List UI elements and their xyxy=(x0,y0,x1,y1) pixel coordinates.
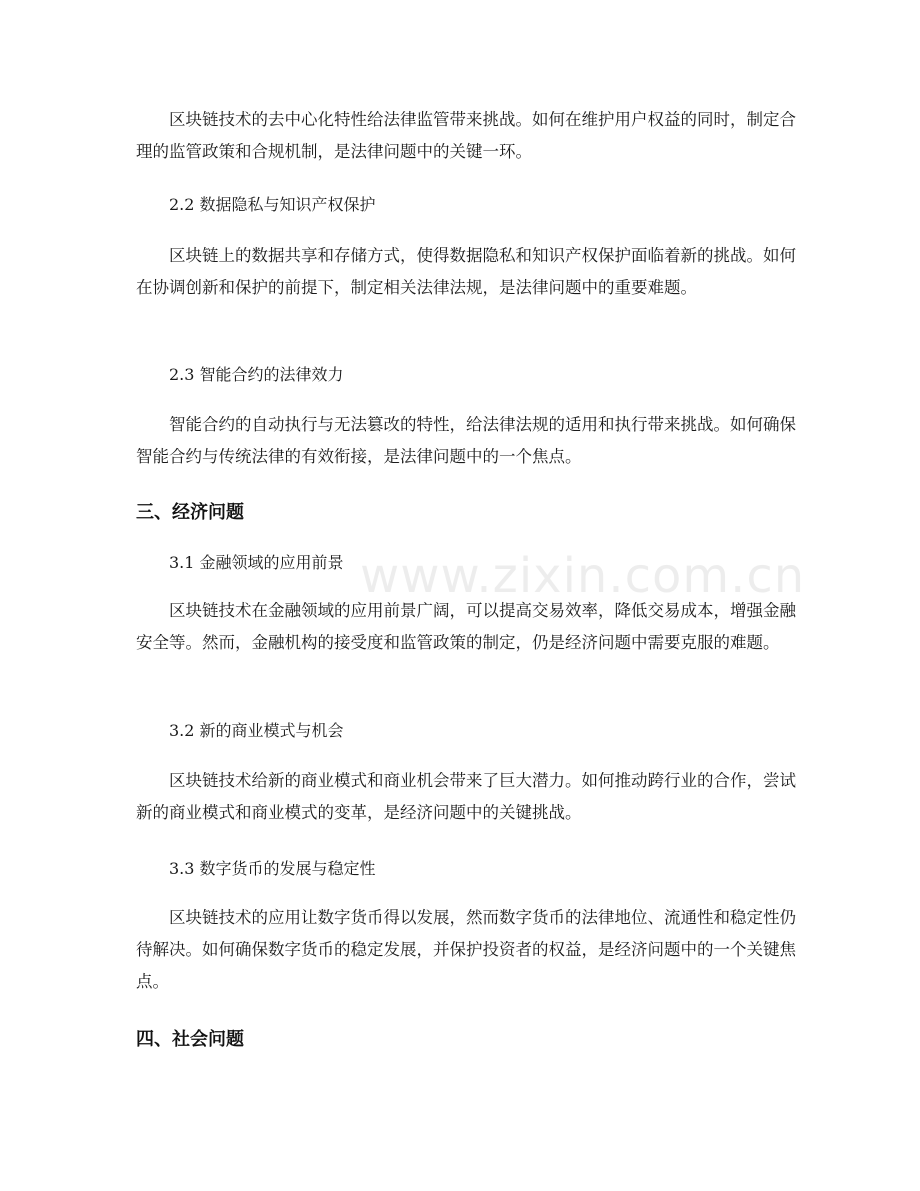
paragraph-digital-currency: 区块链技术的应用让数字货币得以发展，然而数字货币的法律地位、流通性和稳定性仍待解决。如何确保数字货币的稳定发展，并保护投资者的权益，是经济问题中的一个关键焦点。 xyxy=(136,908,796,991)
section-heading-economic: 三、经济问题 xyxy=(136,502,244,523)
paragraph-data-privacy: 区块链上的数据共享和存储方式，使得数据隐私和知识产权保护面临着新的挑战。如何在协调创新和保护的前提下，制定相关法律法规，是法律问题中的重要难题。 xyxy=(136,246,796,297)
subheading-3-3: 3.3 数字货币的发展与稳定性 xyxy=(169,859,376,878)
subheading-2-3: 2.3 智能合约的法律效力 xyxy=(169,365,344,384)
section-heading-social: 四、社会问题 xyxy=(136,1029,244,1050)
paragraph-business-model: 区块链技术给新的商业模式和商业机会带来了巨大潜力。如何推动跨行业的合作，尝试新的商业模式和商业模式的变革，是经济问题中的关键挑战。 xyxy=(136,771,796,822)
paragraph-smart-contract: 智能合约的自动执行与无法篡改的特性，给法律法规的适用和执行带来挑战。如何确保智能合约与传统法律的有效衔接，是法律问题中的一个焦点。 xyxy=(136,415,796,466)
watermark-text: www.zixin.com.cn xyxy=(360,548,806,604)
paragraph-finance: 区块链技术在金融领域的应用前景广阔，可以提高交易效率，降低交易成本，增强金融安全等。然而，金融机构的接受度和监管政策的制定，仍是经济问题中需要克服的难题。 xyxy=(136,601,796,652)
paragraph-regulation: 区块链技术的去中心化特性给法律监管带来挑战。如何在维护用户权益的同时，制定合理的监管政策和合规机制，是法律问题中的关键一环。 xyxy=(136,110,796,161)
subheading-2-2: 2.2 数据隐私与知识产权保护 xyxy=(169,195,376,214)
subheading-3-2: 3.2 新的商业模式与机会 xyxy=(169,721,344,740)
subheading-3-1: 3.1 金融领域的应用前景 xyxy=(169,553,344,572)
